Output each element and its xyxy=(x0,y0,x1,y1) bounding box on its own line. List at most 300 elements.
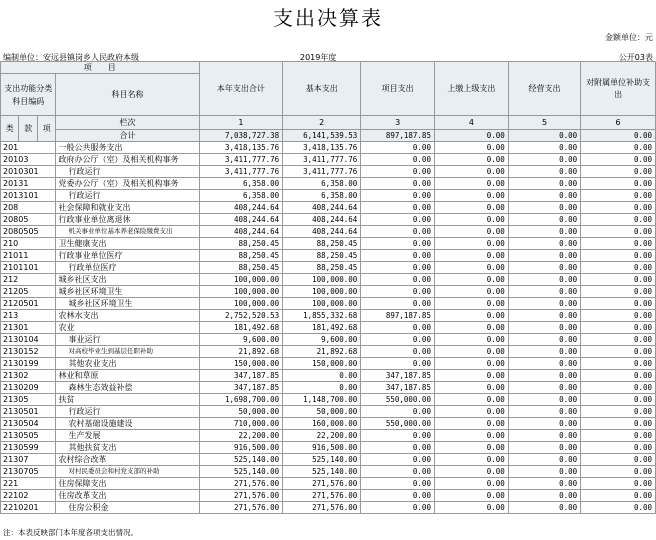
row-name: 行政单位医疗 xyxy=(56,262,199,274)
row-project: 550,000.00 xyxy=(361,418,435,430)
row-subsidy: 0.00 xyxy=(581,250,656,262)
row-business: 0.00 xyxy=(508,490,580,502)
row-subsidy: 0.00 xyxy=(581,334,656,346)
header-col-num: 1 xyxy=(199,116,283,130)
row-total: 181,492.68 xyxy=(199,322,283,334)
row-basic: 916,500.00 xyxy=(283,442,361,454)
row-upper: 0.00 xyxy=(434,394,508,406)
row-name: 农林水支出 xyxy=(56,310,199,322)
row-code: 213 xyxy=(1,310,56,322)
row-business: 0.00 xyxy=(508,250,580,262)
row-business: 0.00 xyxy=(508,262,580,274)
row-business: 0.00 xyxy=(508,454,580,466)
row-upper: 0.00 xyxy=(434,262,508,274)
row-subsidy: 0.00 xyxy=(581,310,656,322)
row-name: 农村综合改革 xyxy=(56,454,199,466)
row-total: 3,418,135.76 xyxy=(199,142,283,154)
header-col-project: 项目支出 xyxy=(361,62,435,116)
row-subsidy: 0.00 xyxy=(581,466,656,478)
row-name: 卫生健康支出 xyxy=(56,238,199,250)
row-code: 21305 xyxy=(1,394,56,406)
row-business: 0.00 xyxy=(508,202,580,214)
row-business: 0.00 xyxy=(508,310,580,322)
row-total: 1,698,700.00 xyxy=(199,394,283,406)
row-total: 6,358.00 xyxy=(199,190,283,202)
row-subsidy: 0.00 xyxy=(581,478,656,490)
row-name: 事业运行 xyxy=(56,334,199,346)
table-row xyxy=(1,358,656,370)
row-project: 0.00 xyxy=(361,322,435,334)
row-upper: 0.00 xyxy=(434,310,508,322)
row-total: 271,576.00 xyxy=(199,490,283,502)
row-total: 50,000.00 xyxy=(199,406,283,418)
row-name: 扶贫 xyxy=(56,394,199,406)
row-code: 2130505 xyxy=(1,430,56,442)
total-label: 合计 xyxy=(56,130,199,142)
total-cell: 7,038,727.38 xyxy=(199,130,283,142)
unit-label: 金额单位：元 xyxy=(605,33,653,42)
table-row xyxy=(1,262,656,274)
table-row xyxy=(1,310,656,322)
header-col-num: 3 xyxy=(361,116,435,130)
header-item: 项 目 xyxy=(1,62,200,74)
row-name: 机关事业单位基本养老保险缴费支出 xyxy=(56,226,199,238)
table-row xyxy=(1,322,656,334)
row-code: 20103 xyxy=(1,154,56,166)
row-basic: 88,250.45 xyxy=(283,262,361,274)
row-basic: 100,000.00 xyxy=(283,286,361,298)
row-subsidy: 0.00 xyxy=(581,202,656,214)
row-basic: 0.00 xyxy=(283,382,361,394)
header-col-basic: 基本支出 xyxy=(283,62,361,116)
table-row xyxy=(1,430,656,442)
row-code: 2130705 xyxy=(1,466,56,478)
row-basic: 150,000.00 xyxy=(283,358,361,370)
row-name: 行政事业单位离退休 xyxy=(56,214,199,226)
row-subsidy: 0.00 xyxy=(581,178,656,190)
row-subsidy: 0.00 xyxy=(581,166,656,178)
row-upper: 0.00 xyxy=(434,238,508,250)
row-project: 0.00 xyxy=(361,178,435,190)
row-subsidy: 0.00 xyxy=(581,394,656,406)
row-code: 2130199 xyxy=(1,358,56,370)
row-project: 0.00 xyxy=(361,238,435,250)
row-upper: 0.00 xyxy=(434,430,508,442)
row-name: 一般公共服务支出 xyxy=(56,142,199,154)
row-project: 0.00 xyxy=(361,274,435,286)
row-name: 对村民委员会和村党支部的补助 xyxy=(56,466,199,478)
row-subsidy: 0.00 xyxy=(581,322,656,334)
row-basic: 100,000.00 xyxy=(283,298,361,310)
row-basic: 3,418,135.76 xyxy=(283,142,361,154)
row-project: 0.00 xyxy=(361,490,435,502)
row-subsidy: 0.00 xyxy=(581,406,656,418)
row-total: 88,250.45 xyxy=(199,238,283,250)
row-name: 城乡社区环境卫生 xyxy=(56,286,199,298)
row-upper: 0.00 xyxy=(434,406,508,418)
row-total: 710,000.00 xyxy=(199,418,283,430)
row-upper: 0.00 xyxy=(434,178,508,190)
row-name: 其他农业支出 xyxy=(56,358,199,370)
header-col-num: 4 xyxy=(434,116,508,130)
row-name: 行政事业单位医疗 xyxy=(56,250,199,262)
row-basic: 3,411,777.76 xyxy=(283,166,361,178)
row-basic: 3,411,777.76 xyxy=(283,154,361,166)
row-code: 22102 xyxy=(1,490,56,502)
row-code: 201 xyxy=(1,142,56,154)
row-business: 0.00 xyxy=(508,226,580,238)
year-label: 2019年度 xyxy=(300,53,337,62)
row-subsidy: 0.00 xyxy=(581,262,656,274)
row-business: 0.00 xyxy=(508,214,580,226)
row-total: 3,411,777.76 xyxy=(199,166,283,178)
row-subsidy: 0.00 xyxy=(581,214,656,226)
row-upper: 0.00 xyxy=(434,334,508,346)
row-subsidy: 0.00 xyxy=(581,418,656,430)
row-code: 210 xyxy=(1,238,56,250)
row-basic: 100,000.00 xyxy=(283,274,361,286)
row-name: 农村基础设施建设 xyxy=(56,418,199,430)
row-total: 408,244.64 xyxy=(199,226,283,238)
row-project: 0.00 xyxy=(361,154,435,166)
row-code: 212 xyxy=(1,274,56,286)
row-basic: 271,576.00 xyxy=(283,502,361,514)
table-row xyxy=(1,370,656,382)
total-cell: 0.00 xyxy=(581,130,656,142)
row-total: 2,752,520.53 xyxy=(199,310,283,322)
row-basic: 88,250.45 xyxy=(283,238,361,250)
row-code: 2130152 xyxy=(1,346,56,358)
page-title: 支出决算表 xyxy=(273,6,383,30)
header-col-num: 5 xyxy=(508,116,580,130)
row-name: 政府办公厅（室）及相关机构事务 xyxy=(56,154,199,166)
row-business: 0.00 xyxy=(508,406,580,418)
table-row xyxy=(1,226,656,238)
row-basic: 181,492.68 xyxy=(283,322,361,334)
row-subsidy: 0.00 xyxy=(581,358,656,370)
row-project: 0.00 xyxy=(361,346,435,358)
row-subsidy: 0.00 xyxy=(581,274,656,286)
row-code: 21307 xyxy=(1,454,56,466)
row-code: 2130104 xyxy=(1,334,56,346)
row-total: 9,600.00 xyxy=(199,334,283,346)
table-row xyxy=(1,166,656,178)
header-col-num: 2 xyxy=(283,116,361,130)
row-name: 党委办公厅（室）及相关机构事务 xyxy=(56,178,199,190)
row-basic: 160,000.00 xyxy=(283,418,361,430)
row-total: 3,411,777.76 xyxy=(199,154,283,166)
table-row xyxy=(1,202,656,214)
row-subsidy: 0.00 xyxy=(581,502,656,514)
row-code: 2101101 xyxy=(1,262,56,274)
row-basic: 408,244.64 xyxy=(283,226,361,238)
table-row xyxy=(1,502,656,514)
row-business: 0.00 xyxy=(508,442,580,454)
row-upper: 0.00 xyxy=(434,442,508,454)
row-business: 0.00 xyxy=(508,178,580,190)
row-business: 0.00 xyxy=(508,190,580,202)
row-upper: 0.00 xyxy=(434,142,508,154)
row-subsidy: 0.00 xyxy=(581,490,656,502)
row-business: 0.00 xyxy=(508,154,580,166)
row-project: 0.00 xyxy=(361,478,435,490)
row-subsidy: 0.00 xyxy=(581,190,656,202)
row-code: 2080505 xyxy=(1,226,56,238)
table-row xyxy=(1,334,656,346)
row-upper: 0.00 xyxy=(434,250,508,262)
row-upper: 0.00 xyxy=(434,382,508,394)
row-name: 行政运行 xyxy=(56,406,199,418)
row-code: 21302 xyxy=(1,370,56,382)
row-project: 0.00 xyxy=(361,286,435,298)
header-xiang: 项 xyxy=(37,116,55,142)
row-upper: 0.00 xyxy=(434,190,508,202)
row-upper: 0.00 xyxy=(434,274,508,286)
row-code: 2130504 xyxy=(1,418,56,430)
table-row xyxy=(1,442,656,454)
row-code: 2210201 xyxy=(1,502,56,514)
row-name: 住房改革支出 xyxy=(56,490,199,502)
row-business: 0.00 xyxy=(508,286,580,298)
row-total: 150,000.00 xyxy=(199,358,283,370)
header-kuan: 款 xyxy=(19,116,37,142)
row-business: 0.00 xyxy=(508,382,580,394)
row-name: 生产发展 xyxy=(56,430,199,442)
table-row xyxy=(1,394,656,406)
row-project: 0.00 xyxy=(361,226,435,238)
row-business: 0.00 xyxy=(508,238,580,250)
header-col-upper: 上缴上级支出 xyxy=(434,62,508,116)
row-upper: 0.00 xyxy=(434,418,508,430)
row-business: 0.00 xyxy=(508,478,580,490)
table-row xyxy=(1,214,656,226)
row-business: 0.00 xyxy=(508,142,580,154)
row-subsidy: 0.00 xyxy=(581,286,656,298)
row-project: 0.00 xyxy=(361,298,435,310)
row-upper: 0.00 xyxy=(434,490,508,502)
row-subsidy: 0.00 xyxy=(581,154,656,166)
row-name: 农业 xyxy=(56,322,199,334)
row-subsidy: 0.00 xyxy=(581,370,656,382)
table-row xyxy=(1,454,656,466)
row-project: 0.00 xyxy=(361,466,435,478)
row-total: 271,576.00 xyxy=(199,478,283,490)
row-basic: 525,140.00 xyxy=(283,466,361,478)
table-row xyxy=(1,250,656,262)
row-code: 2013101 xyxy=(1,190,56,202)
row-project: 0.00 xyxy=(361,262,435,274)
table-row xyxy=(1,190,656,202)
row-basic: 6,358.00 xyxy=(283,190,361,202)
row-upper: 0.00 xyxy=(434,154,508,166)
row-project: 347,187.85 xyxy=(361,370,435,382)
header-lei: 类 xyxy=(1,116,19,142)
row-business: 0.00 xyxy=(508,466,580,478)
row-subsidy: 0.00 xyxy=(581,442,656,454)
row-total: 916,500.00 xyxy=(199,442,283,454)
row-upper: 0.00 xyxy=(434,346,508,358)
row-project: 0.00 xyxy=(361,166,435,178)
row-total: 88,250.45 xyxy=(199,262,283,274)
row-business: 0.00 xyxy=(508,370,580,382)
row-code: 20805 xyxy=(1,214,56,226)
row-name: 城乡社区支出 xyxy=(56,274,199,286)
row-name: 其他扶贫支出 xyxy=(56,442,199,454)
row-total: 271,576.00 xyxy=(199,502,283,514)
row-subsidy: 0.00 xyxy=(581,430,656,442)
row-name: 行政运行 xyxy=(56,190,199,202)
row-total: 21,892.68 xyxy=(199,346,283,358)
row-upper: 0.00 xyxy=(434,322,508,334)
row-subsidy: 0.00 xyxy=(581,226,656,238)
row-upper: 0.00 xyxy=(434,202,508,214)
row-code: 208 xyxy=(1,202,56,214)
row-project: 347,187.85 xyxy=(361,382,435,394)
row-total: 347,187.85 xyxy=(199,382,283,394)
row-subsidy: 0.00 xyxy=(581,346,656,358)
row-basic: 408,244.64 xyxy=(283,214,361,226)
table-row xyxy=(1,418,656,430)
row-upper: 0.00 xyxy=(434,214,508,226)
row-upper: 0.00 xyxy=(434,166,508,178)
row-total: 6,358.00 xyxy=(199,178,283,190)
row-upper: 0.00 xyxy=(434,358,508,370)
row-project: 0.00 xyxy=(361,442,435,454)
row-name: 住房公积金 xyxy=(56,502,199,514)
row-code: 2130209 xyxy=(1,382,56,394)
row-project: 0.00 xyxy=(361,358,435,370)
total-cell: 0.00 xyxy=(434,130,508,142)
row-name: 城乡社区环境卫生 xyxy=(56,298,199,310)
row-code: 20131 xyxy=(1,178,56,190)
row-subsidy: 0.00 xyxy=(581,238,656,250)
row-project: 0.00 xyxy=(361,250,435,262)
row-name: 林业和草原 xyxy=(56,370,199,382)
row-upper: 0.00 xyxy=(434,370,508,382)
row-basic: 0.00 xyxy=(283,370,361,382)
row-code: 2130599 xyxy=(1,442,56,454)
total-cell: 6,141,539.53 xyxy=(283,130,361,142)
form-code: 公开03表 xyxy=(618,53,653,62)
row-basic: 22,200.00 xyxy=(283,430,361,442)
row-total: 408,244.64 xyxy=(199,202,283,214)
header-col-num: 6 xyxy=(581,116,656,130)
row-basic: 1,855,332.68 xyxy=(283,310,361,322)
table-row xyxy=(1,274,656,286)
row-total: 347,187.85 xyxy=(199,370,283,382)
header-col-subsidy: 对附属单位补助支出 xyxy=(581,62,656,116)
table-row xyxy=(1,478,656,490)
row-project: 897,187.85 xyxy=(361,310,435,322)
row-basic: 271,576.00 xyxy=(283,478,361,490)
row-project: 0.00 xyxy=(361,454,435,466)
row-code: 2120501 xyxy=(1,298,56,310)
total-cell: 0.00 xyxy=(508,130,580,142)
row-code: 2130501 xyxy=(1,406,56,418)
row-project: 0.00 xyxy=(361,406,435,418)
header-col-total: 本年支出合计 xyxy=(199,62,283,116)
row-total: 408,244.64 xyxy=(199,214,283,226)
row-project: 0.00 xyxy=(361,430,435,442)
row-basic: 525,140.00 xyxy=(283,454,361,466)
table-row xyxy=(1,178,656,190)
row-business: 0.00 xyxy=(508,394,580,406)
row-project: 0.00 xyxy=(361,502,435,514)
row-upper: 0.00 xyxy=(434,286,508,298)
row-upper: 0.00 xyxy=(434,466,508,478)
row-total: 525,140.00 xyxy=(199,454,283,466)
table-row xyxy=(1,406,656,418)
row-upper: 0.00 xyxy=(434,478,508,490)
total-cell: 897,187.85 xyxy=(361,130,435,142)
row-business: 0.00 xyxy=(508,502,580,514)
row-upper: 0.00 xyxy=(434,502,508,514)
table-row xyxy=(1,346,656,358)
row-business: 0.00 xyxy=(508,334,580,346)
row-name: 社会保障和就业支出 xyxy=(56,202,199,214)
row-business: 0.00 xyxy=(508,346,580,358)
row-total: 100,000.00 xyxy=(199,274,283,286)
row-name: 行政运行 xyxy=(56,166,199,178)
row-basic: 6,358.00 xyxy=(283,178,361,190)
table-row xyxy=(1,154,656,166)
row-total: 100,000.00 xyxy=(199,298,283,310)
row-basic: 9,600.00 xyxy=(283,334,361,346)
header-code-label: 支出功能分类科目编码 xyxy=(1,74,56,116)
row-upper: 0.00 xyxy=(434,226,508,238)
row-business: 0.00 xyxy=(508,358,580,370)
expenditure-table xyxy=(0,61,656,514)
table-row xyxy=(1,490,656,502)
row-code: 2010301 xyxy=(1,166,56,178)
row-business: 0.00 xyxy=(508,166,580,178)
table-row xyxy=(1,142,656,154)
row-total: 525,140.00 xyxy=(199,466,283,478)
row-basic: 408,244.64 xyxy=(283,202,361,214)
row-business: 0.00 xyxy=(508,274,580,286)
row-business: 0.00 xyxy=(508,298,580,310)
row-basic: 50,000.00 xyxy=(283,406,361,418)
row-subsidy: 0.00 xyxy=(581,142,656,154)
row-project: 0.00 xyxy=(361,142,435,154)
row-business: 0.00 xyxy=(508,322,580,334)
row-subsidy: 0.00 xyxy=(581,382,656,394)
row-upper: 0.00 xyxy=(434,454,508,466)
row-basic: 88,250.45 xyxy=(283,250,361,262)
org-label: 编制单位：安远县镇岗乡人民政府本级 xyxy=(3,53,139,62)
row-subsidy: 0.00 xyxy=(581,454,656,466)
row-upper: 0.00 xyxy=(434,298,508,310)
table-row xyxy=(1,466,656,478)
table-row xyxy=(1,286,656,298)
header-col-business: 经营支出 xyxy=(508,62,580,116)
row-name: 住房保障支出 xyxy=(56,478,199,490)
row-project: 0.00 xyxy=(361,190,435,202)
header-col-label: 栏次 xyxy=(56,116,199,130)
table-row xyxy=(1,298,656,310)
row-code: 21301 xyxy=(1,322,56,334)
footnote: 注：本表反映部门本年度各项支出情况。 xyxy=(3,528,138,537)
row-project: 0.00 xyxy=(361,334,435,346)
row-project: 0.00 xyxy=(361,202,435,214)
row-total: 88,250.45 xyxy=(199,250,283,262)
row-total: 100,000.00 xyxy=(199,286,283,298)
row-code: 221 xyxy=(1,478,56,490)
row-total: 22,200.00 xyxy=(199,430,283,442)
header-name-label: 科目名称 xyxy=(56,74,199,116)
row-basic: 1,148,700.00 xyxy=(283,394,361,406)
table-row xyxy=(1,382,656,394)
